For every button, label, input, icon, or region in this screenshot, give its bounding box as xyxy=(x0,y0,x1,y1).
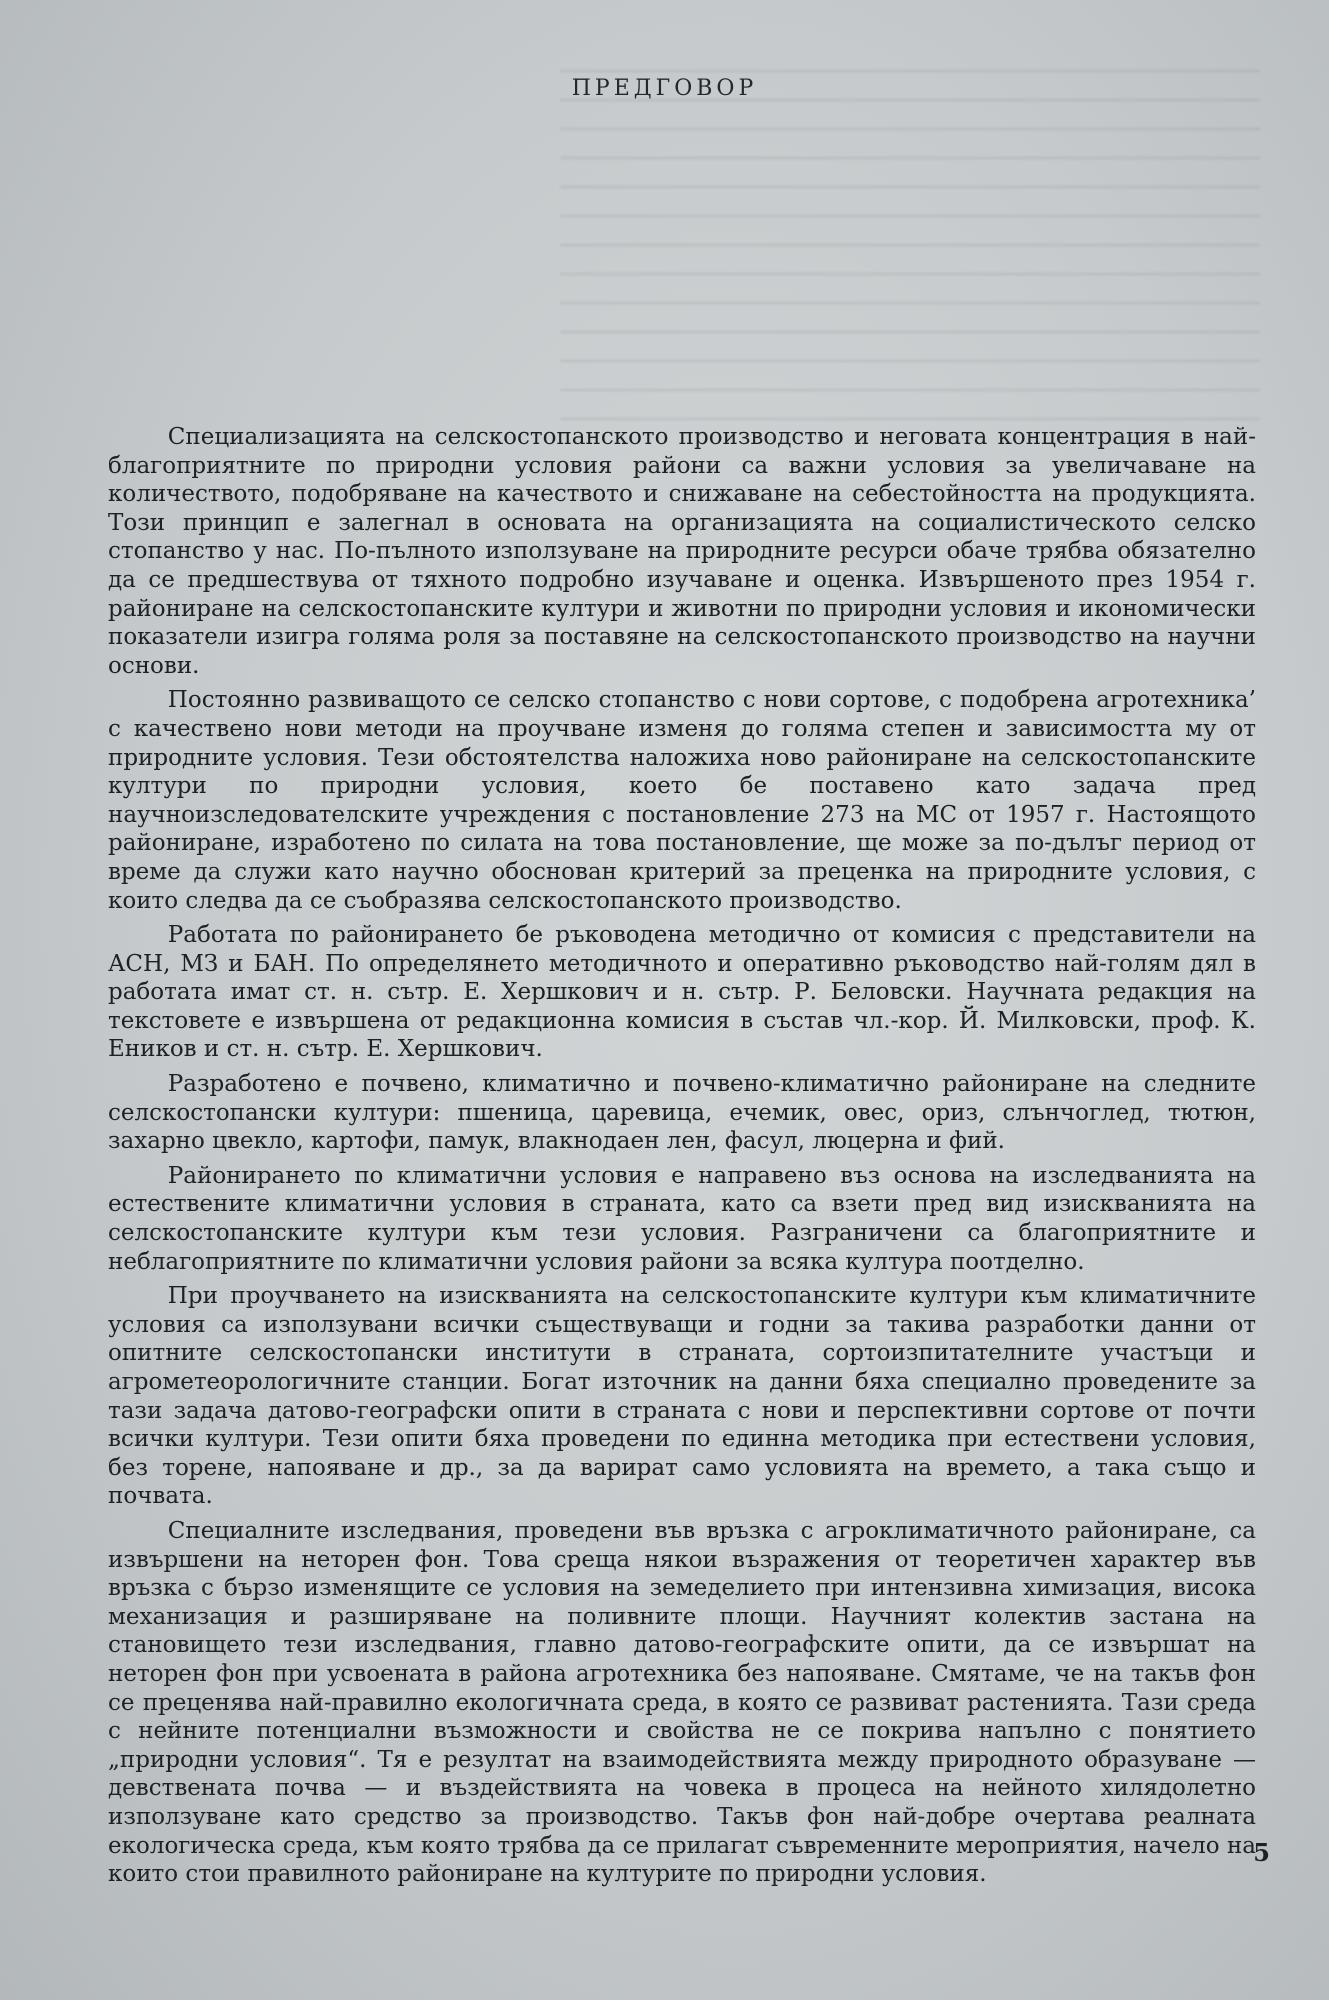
paragraph: Специализацията на селскостопанското производство и неговата концентрация в най-благоприятните по природни условия райони са важни условия за увеличаване на количеството, подобряване на качеството и снижаване на себестойността на продукцията. Този принцип е залегнал в основата на организацията на социалистическото селско стопанство у нас. По-пълното използуване на природните ресурси обаче трябва обязателно да се предшествува от тяхното подробно изучаване и оценка. Извършеното през 1954 г. райониране на селскостопанските култури и животни по природни условия и икономически показатели изигра голяма роля за поставяне на селскостопанското производство на научни основи. xyxy=(108,424,1256,679)
paragraph: Постоянно развиващото се селско стопанство с нови сортове, с подобрена агротехника’ с качествено нови методи на проучване изменя до голяма степен и зависимостта му от природните условия. Тези обстоятелства наложиха ново райониране на селскостопанските култури по природни условия, което бе поставено като задача пред научноизследователските учреждения с постановление 273 на МС от 1957 г. Настоящото райониране, изработено по силата на това постановление, ще може за по-дълъг период от време да служи като научно обоснован критерий за преценка на природните условия, с които следва да се съобразява селскостопанското производство. xyxy=(108,687,1256,914)
paragraph: При проучването на изискванията на селскостопанските култури към климатичните условия са използувани всички съществуващи и годни за такива разработки данни от опитните селскостопански институти в страната, сортоизпитателните участъци и агрометеорологичните станции. Богат източник на данни бяха специално проведените за тази задача датово-географски опити в страната с нови и перспективни сортове от почти всички култури. Тези опити бяха проведени по единна методика при естествени условия, без торене, напояване и др., за да варират само условията на времето, а така също и почвата. xyxy=(108,1283,1256,1510)
page-title: ПРЕДГОВОР xyxy=(571,76,758,101)
paragraph: Работата по районирането бе ръководена методично от комисия с представители на АСН, МЗ и БАН. По определянето методичното и оперативно ръководство най-голям дял в работата имат ст. н. сътр. Е. Хершкович и н. сътр. Р. Беловски. Научната редакция на текстовете е извършена от редакционна комисия в състав чл.-кор. Й. Милковски, проф. К. Еников и ст. н. сътр. Е. Хершкович. xyxy=(108,922,1256,1063)
page-number: 5 xyxy=(1253,1838,1270,1867)
show-through-texture xyxy=(560,70,1260,430)
paragraph: Разработено е почвено, климатично и почвено-климатично райониране на следните селскостопански култури: пшеница, царевица, ечемик, овес, ориз, слънчоглед, тютюн, захарно цвекло, картофи, памук, влакнодаен лен, фасул, люцерна и фий. xyxy=(108,1071,1256,1155)
body-text xyxy=(108,423,1256,1895)
paragraph: Районирането по климатични условия е направено въз основа на изследванията на естествените климатични условия в страната, като са взети пред вид изискванията на селскостопанските култури към тези условия. Разграничени са благоприятните и неблагоприятните по климатични условия райони за всяка култура поотделно. xyxy=(108,1162,1256,1275)
paragraph: Специалните изследвания, проведени във връзка с агроклиматичното райониране, са извършени на неторен фон. Това среща някои възражения от теоретичен характер във връзка с бързо изменящите се условия на земеделието при интензивна химизация, висока механизация и разширяване на поливните площи. Научният колектив застана на становището тези изследвания, главно датово-географските опити, да се извършат на неторен фон при усвоената в района агротехника без напояване. Смятаме, че на такъв фон се преценява най-правилно екологичната среда, в която се развиват растенията. Тази среда с нейните потенциални възможности и свойства не се покрива напълно с понятието „природни условия“. Тя е резултат на взаимодействията между природното образуване — девствената почва — и въздействията на човека в процеса на нейното хилядолетно използуване като средство за производство. Такъв фон най-добре очертава реалната екологическа среда, към която трябва да се прилагат съвременните мероприятия, начело на които стои правилното райониране на културите по природни условия. xyxy=(108,1517,1256,1888)
